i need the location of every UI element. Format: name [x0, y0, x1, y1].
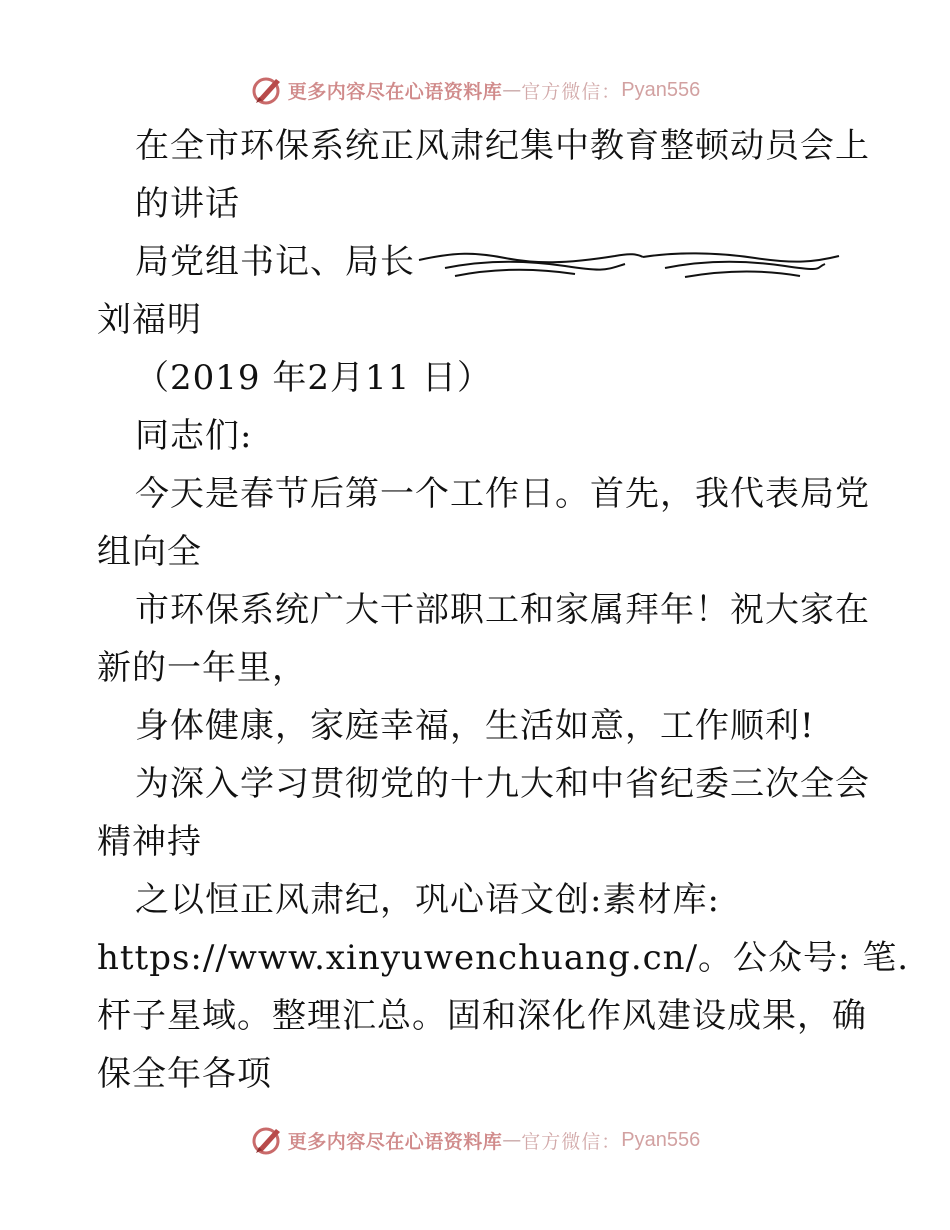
paragraph-line: 今天是春节后第一个工作日。首先，我代表局党: [135, 474, 870, 514]
paragraph-line: 杆子星域。整理汇总。固和深化作风建设成果，确: [97, 996, 867, 1036]
title-line-1: 在全市环保系统正风肃纪集中教育整顿动员会上: [135, 126, 870, 166]
pen-logo-icon: [250, 73, 284, 107]
document-body: [97, 117, 910, 1103]
paragraph-line: 市环保系统广大干部职工和家属拜年！祝大家在: [135, 590, 870, 630]
header-watermark-banner: [0, 70, 950, 110]
paragraph-line: 精神持: [97, 822, 202, 862]
paragraph-line: 为深入学习贯彻党的十九大和中省纪委三次全会: [135, 764, 870, 804]
paragraph-line: 组向全: [97, 532, 202, 572]
paragraph-line: 之以恒正风肃纪，巩心语文创:素材库:: [135, 880, 720, 920]
date-line: （2019 年2月11 日）: [135, 358, 493, 398]
footer-watermark-banner: [0, 1120, 950, 1160]
banner-main-text: 更多内容尽在心语资料库: [287, 80, 503, 103]
pen-logo-icon: [250, 1123, 284, 1157]
banner-main-text: 更多内容尽在心语资料库: [287, 1130, 503, 1153]
banner-wechat-label: 官方微信：: [521, 80, 622, 103]
banner-separator: —: [502, 1129, 522, 1151]
banner-wechat-id: Pyan556: [621, 78, 701, 101]
handwritten-signature-icon: [415, 235, 841, 293]
banner-separator: —: [502, 79, 522, 101]
banner-wechat-id: Pyan556: [621, 1128, 701, 1151]
paragraph-line: 身体健康，家庭幸福，生活如意，工作顺利!: [135, 706, 815, 746]
author-name: 刘福明: [97, 300, 202, 340]
paragraph-line: https://www.xinyuwenchuang.cn/。公众号: 笔.: [97, 938, 910, 978]
banner-wechat-label: 官方微信：: [521, 1130, 622, 1153]
salutation: 同志们:: [135, 416, 253, 456]
title-line-2: 的讲话: [135, 184, 240, 224]
paragraph-line: 新的一年里，: [97, 648, 307, 688]
author-title-line: [97, 233, 857, 291]
paragraph-line: 保全年各项: [97, 1054, 272, 1094]
author-title: 局党组书记、局长: [135, 242, 415, 282]
